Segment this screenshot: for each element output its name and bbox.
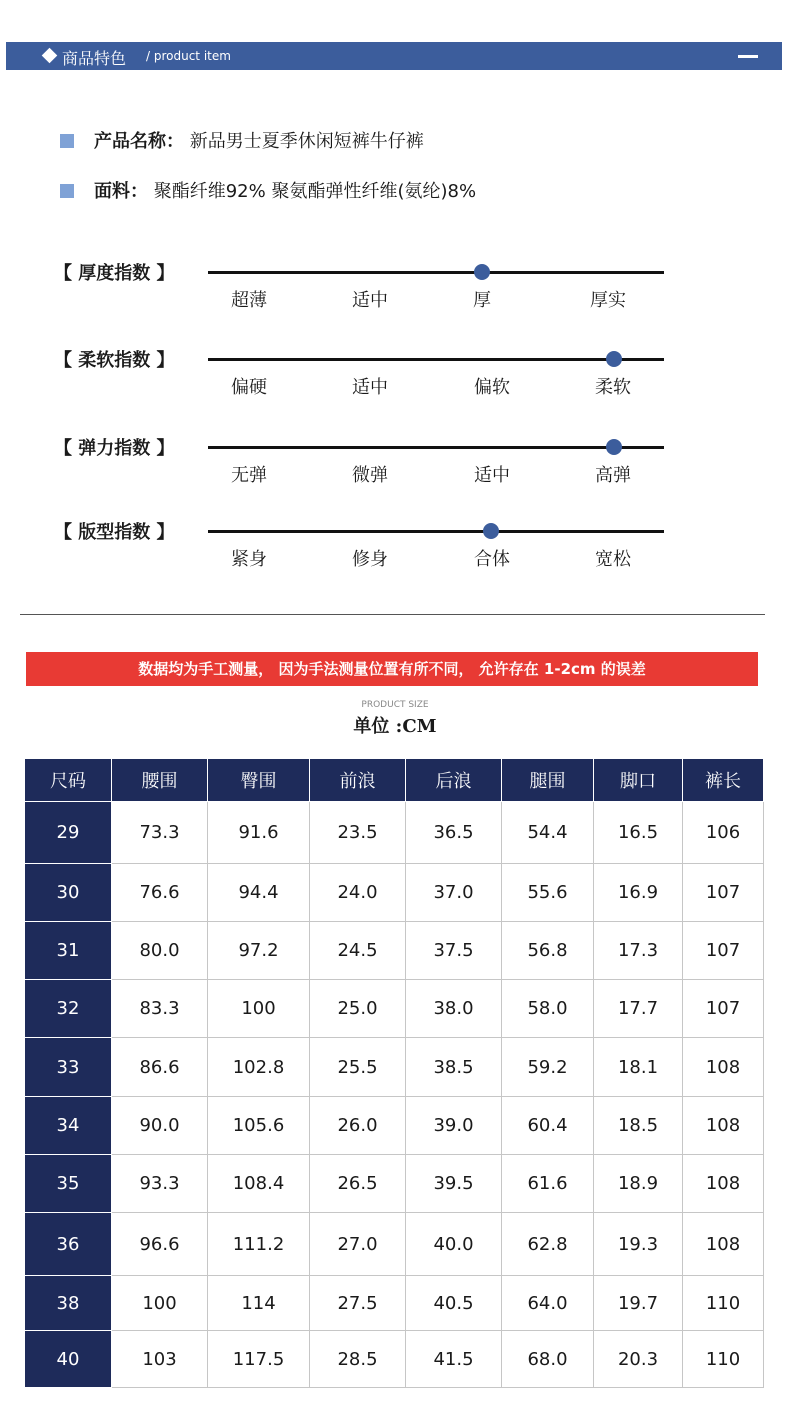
column-header: 臀围 (208, 759, 310, 802)
table-row (25, 1038, 764, 1097)
table-cell: 25.5 (310, 1038, 406, 1097)
table-cell: 36.5 (406, 802, 502, 864)
table-cell: 39.5 (406, 1155, 502, 1213)
section-title: 商品特色 (62, 49, 127, 68)
table-cell: 86.6 (112, 1038, 208, 1097)
fabric-label: 面料： (94, 181, 148, 202)
index-option: 超薄 (231, 290, 267, 311)
index-label: 【 柔软指数 】 (54, 350, 175, 371)
index-option: 厚 (473, 290, 491, 311)
table-cell: 108 (683, 1155, 764, 1213)
fabric-value: 聚酯纤维92% 聚氨酯弹性纤维(氨纶)8% (153, 181, 477, 202)
table-cell: 54.4 (502, 802, 594, 864)
table-cell: 108.4 (208, 1155, 310, 1213)
table-cell: 58.0 (502, 980, 594, 1038)
table-row (25, 1155, 764, 1213)
size-cell: 31 (25, 922, 112, 980)
table-cell: 28.5 (310, 1331, 406, 1388)
index-option: 适中 (474, 465, 510, 486)
product-name-label: 产品名称： (94, 131, 184, 152)
index-option: 无弹 (231, 465, 267, 486)
size-table (24, 758, 764, 1388)
table-cell: 24.0 (310, 864, 406, 922)
column-header: 裤长 (683, 759, 764, 802)
table-cell: 56.8 (502, 922, 594, 980)
column-header: 腰围 (112, 759, 208, 802)
size-subtitle: PRODUCT SIZE (361, 700, 429, 710)
product-name-value: 新品男士夏季休闲短裤牛仔裤 (189, 131, 424, 152)
table-row (25, 980, 764, 1038)
table-cell: 102.8 (208, 1038, 310, 1097)
measurement-notice: 数据均为手工测量， 因为手法测量位置有所不同， 允许存在 1-2cm 的误差 (26, 652, 758, 686)
table-cell: 107 (683, 980, 764, 1038)
table-cell: 41.5 (406, 1331, 502, 1388)
column-header: 后浪 (406, 759, 502, 802)
index-marker (606, 351, 622, 367)
bullet-square-icon (60, 184, 74, 198)
table-cell: 80.0 (112, 922, 208, 980)
table-cell: 94.4 (208, 864, 310, 922)
index-track (208, 271, 664, 274)
section-divider (20, 614, 765, 615)
table-cell: 25.0 (310, 980, 406, 1038)
diamond-icon (42, 48, 58, 64)
size-cell: 35 (25, 1155, 112, 1213)
table-cell: 114 (208, 1276, 310, 1331)
table-cell: 61.6 (502, 1155, 594, 1213)
table-cell: 96.6 (112, 1213, 208, 1276)
table-cell: 16.9 (594, 864, 683, 922)
table-cell: 90.0 (112, 1097, 208, 1155)
table-cell: 40.5 (406, 1276, 502, 1331)
table-cell: 106 (683, 802, 764, 864)
bullet-square-icon (60, 134, 74, 148)
index-softness (0, 346, 790, 406)
table-cell: 23.5 (310, 802, 406, 864)
table-row (25, 922, 764, 980)
table-cell: 17.3 (594, 922, 683, 980)
table-cell: 93.3 (112, 1155, 208, 1213)
index-option: 偏硬 (231, 377, 267, 398)
table-cell: 19.7 (594, 1276, 683, 1331)
index-track (208, 446, 664, 449)
table-cell: 27.5 (310, 1276, 406, 1331)
index-marker (606, 439, 622, 455)
table-cell: 26.5 (310, 1155, 406, 1213)
index-option: 宽松 (595, 549, 631, 570)
index-marker (474, 264, 490, 280)
index-option: 微弹 (352, 465, 388, 486)
section-subtitle: / product item (146, 49, 231, 63)
table-row (25, 802, 764, 864)
table-cell: 37.0 (406, 864, 502, 922)
table-cell: 55.6 (502, 864, 594, 922)
table-cell: 18.1 (594, 1038, 683, 1097)
section-header (6, 42, 782, 70)
table-row (25, 1276, 764, 1331)
table-cell: 100 (208, 980, 310, 1038)
table-row (25, 1331, 764, 1388)
table-cell: 97.2 (208, 922, 310, 980)
table-cell: 110 (683, 1276, 764, 1331)
table-cell: 38.5 (406, 1038, 502, 1097)
table-cell: 68.0 (502, 1331, 594, 1388)
table-cell: 26.0 (310, 1097, 406, 1155)
size-cell: 29 (25, 802, 112, 864)
table-cell: 73.3 (112, 802, 208, 864)
index-label: 【 厚度指数 】 (54, 263, 175, 284)
table-header-row (25, 759, 764, 802)
index-option: 适中 (352, 377, 388, 398)
index-option: 高弹 (595, 465, 631, 486)
index-elasticity (0, 434, 790, 494)
index-track (208, 530, 664, 533)
index-option: 适中 (352, 290, 388, 311)
table-cell: 37.5 (406, 922, 502, 980)
column-header: 脚口 (594, 759, 683, 802)
table-cell: 18.5 (594, 1097, 683, 1155)
table-row (25, 1097, 764, 1155)
table-cell: 60.4 (502, 1097, 594, 1155)
index-option: 合体 (474, 549, 510, 570)
table-cell: 110 (683, 1331, 764, 1388)
index-fit (0, 518, 790, 578)
index-option: 修身 (352, 549, 388, 570)
column-header: 腿围 (502, 759, 594, 802)
table-cell: 100 (112, 1276, 208, 1331)
table-cell: 76.6 (112, 864, 208, 922)
table-cell: 103 (112, 1331, 208, 1388)
table-row (25, 1213, 764, 1276)
table-cell: 40.0 (406, 1213, 502, 1276)
table-cell: 24.5 (310, 922, 406, 980)
table-cell: 64.0 (502, 1276, 594, 1331)
table-cell: 107 (683, 922, 764, 980)
size-cell: 34 (25, 1097, 112, 1155)
table-cell: 111.2 (208, 1213, 310, 1276)
size-cell: 33 (25, 1038, 112, 1097)
index-track (208, 358, 664, 361)
table-row (25, 864, 764, 922)
table-cell: 19.3 (594, 1213, 683, 1276)
table-cell: 17.7 (594, 980, 683, 1038)
index-option: 紧身 (231, 549, 267, 570)
product-name-row (60, 127, 424, 153)
table-cell: 62.8 (502, 1213, 594, 1276)
index-label: 【 版型指数 】 (54, 522, 175, 543)
table-cell: 38.0 (406, 980, 502, 1038)
size-cell: 38 (25, 1276, 112, 1331)
table-cell: 108 (683, 1038, 764, 1097)
size-cell: 40 (25, 1331, 112, 1388)
table-cell: 59.2 (502, 1038, 594, 1097)
table-cell: 18.9 (594, 1155, 683, 1213)
table-cell: 91.6 (208, 802, 310, 864)
table-cell: 117.5 (208, 1331, 310, 1388)
column-header: 尺码 (25, 759, 112, 802)
table-cell: 16.5 (594, 802, 683, 864)
table-cell: 108 (683, 1213, 764, 1276)
size-cell: 32 (25, 980, 112, 1038)
index-label: 【 弹力指数 】 (54, 438, 175, 459)
size-cell: 36 (25, 1213, 112, 1276)
table-cell: 27.0 (310, 1213, 406, 1276)
index-option: 偏软 (474, 377, 510, 398)
index-option: 厚实 (590, 290, 626, 311)
table-cell: 107 (683, 864, 764, 922)
fabric-row (60, 177, 476, 203)
table-cell: 20.3 (594, 1331, 683, 1388)
index-marker (483, 523, 499, 539)
collapse-icon[interactable] (738, 55, 758, 58)
table-cell: 108 (683, 1097, 764, 1155)
size-cell: 30 (25, 864, 112, 922)
table-cell: 39.0 (406, 1097, 502, 1155)
table-cell: 83.3 (112, 980, 208, 1038)
size-unit-title: 单位 :CM (353, 716, 437, 737)
column-header: 前浪 (310, 759, 406, 802)
index-thickness (0, 259, 790, 319)
index-option: 柔软 (595, 377, 631, 398)
table-cell: 105.6 (208, 1097, 310, 1155)
